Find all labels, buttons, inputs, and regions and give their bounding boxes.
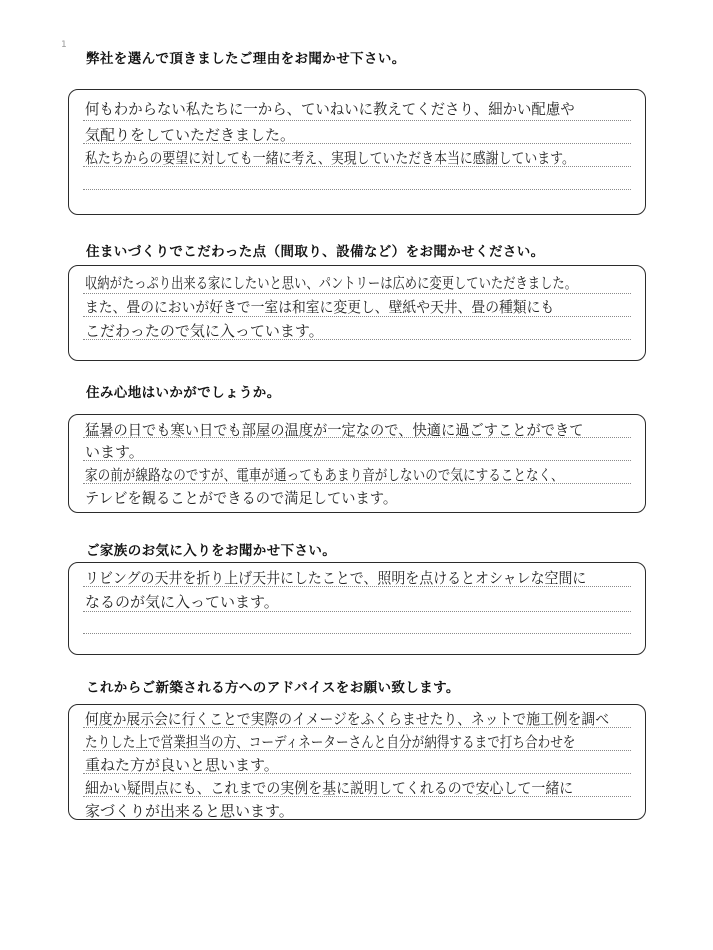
answer-box-preferences bbox=[68, 265, 646, 361]
handwritten-line: たりした上で営業担当の方、コーディネーターさんと自分が納得するまで打ち合わせを bbox=[85, 733, 576, 751]
handwritten-line: 家づくりが出来ると思います。 bbox=[85, 802, 294, 820]
handwritten-line: こだわったので気に入っています。 bbox=[85, 322, 324, 340]
question-preferences: 住まいづくりでこだわった点（間取り、設備など）をお聞かせください。 bbox=[86, 244, 545, 260]
handwritten-line: います。 bbox=[85, 443, 144, 461]
question-reason: 弊社を選んで頂きましたご理由をお聞かせ下さい。 bbox=[86, 51, 406, 67]
handwritten-line: また、畳のにおいが好きで一室は和室に変更し、壁紙や天井、畳の種類にも bbox=[85, 298, 555, 316]
answer-box-reason bbox=[68, 89, 646, 215]
ruled-line bbox=[83, 189, 631, 190]
answer-box-favorite bbox=[68, 562, 646, 655]
question-favorite: ご家族のお気に入りをお聞かせ下さい。 bbox=[86, 543, 337, 559]
ruled-line bbox=[83, 633, 631, 634]
answer-box-comfort bbox=[68, 414, 646, 513]
question-advice: これからご新築される方へのアドバイスをお願い致します。 bbox=[86, 680, 460, 696]
handwritten-line: 重ねた方が良いと思います。 bbox=[85, 756, 279, 774]
handwritten-line: テレビを観ることができるので満足しています。 bbox=[85, 489, 398, 507]
ruled-line bbox=[83, 460, 631, 461]
handwritten-line: 細かい疑問点にも、これまでの実例を基に説明してくれるので安心して一緒に bbox=[85, 779, 574, 797]
handwritten-line: 私たちからの要望に対しても一緒に考え、実現していただき本当に感謝しています。 bbox=[85, 149, 575, 167]
handwritten-line: 収納がたっぷり出来る家にしたいと思い、パントリーは広めに変更していただきました。 bbox=[85, 274, 578, 292]
ruled-line bbox=[83, 120, 631, 121]
handwritten-line: リビングの天井を折り上げ天井にしたことで、照明を点けるとオシャレな空間に bbox=[85, 569, 587, 587]
handwritten-line: 何もわからない私たちに一から、ていねいに教えてくださり、細かい配慮や bbox=[85, 100, 575, 118]
ruled-line bbox=[83, 293, 631, 294]
handwritten-line: なるのが気に入っています。 bbox=[85, 593, 279, 611]
answer-box-advice bbox=[68, 704, 646, 820]
handwritten-line: 猛暑の日でも寒い日でも部屋の温度が一定なので、快適に過ごすことができて bbox=[85, 421, 584, 439]
question-comfort: 住み心地はいかがでしょうか。 bbox=[86, 385, 281, 401]
handwritten-line: 何度か展示会に行くことで実際のイメージをふくらませたり、ネットで施工例を調べ bbox=[85, 710, 609, 728]
handwritten-line: 気配りをしていただきました。 bbox=[85, 126, 296, 144]
handwritten-line: 家の前が線路なのですが、電車が通ってもあまり音がしないので気にすることなく、 bbox=[85, 466, 564, 484]
page-mark: 1 bbox=[61, 40, 67, 50]
